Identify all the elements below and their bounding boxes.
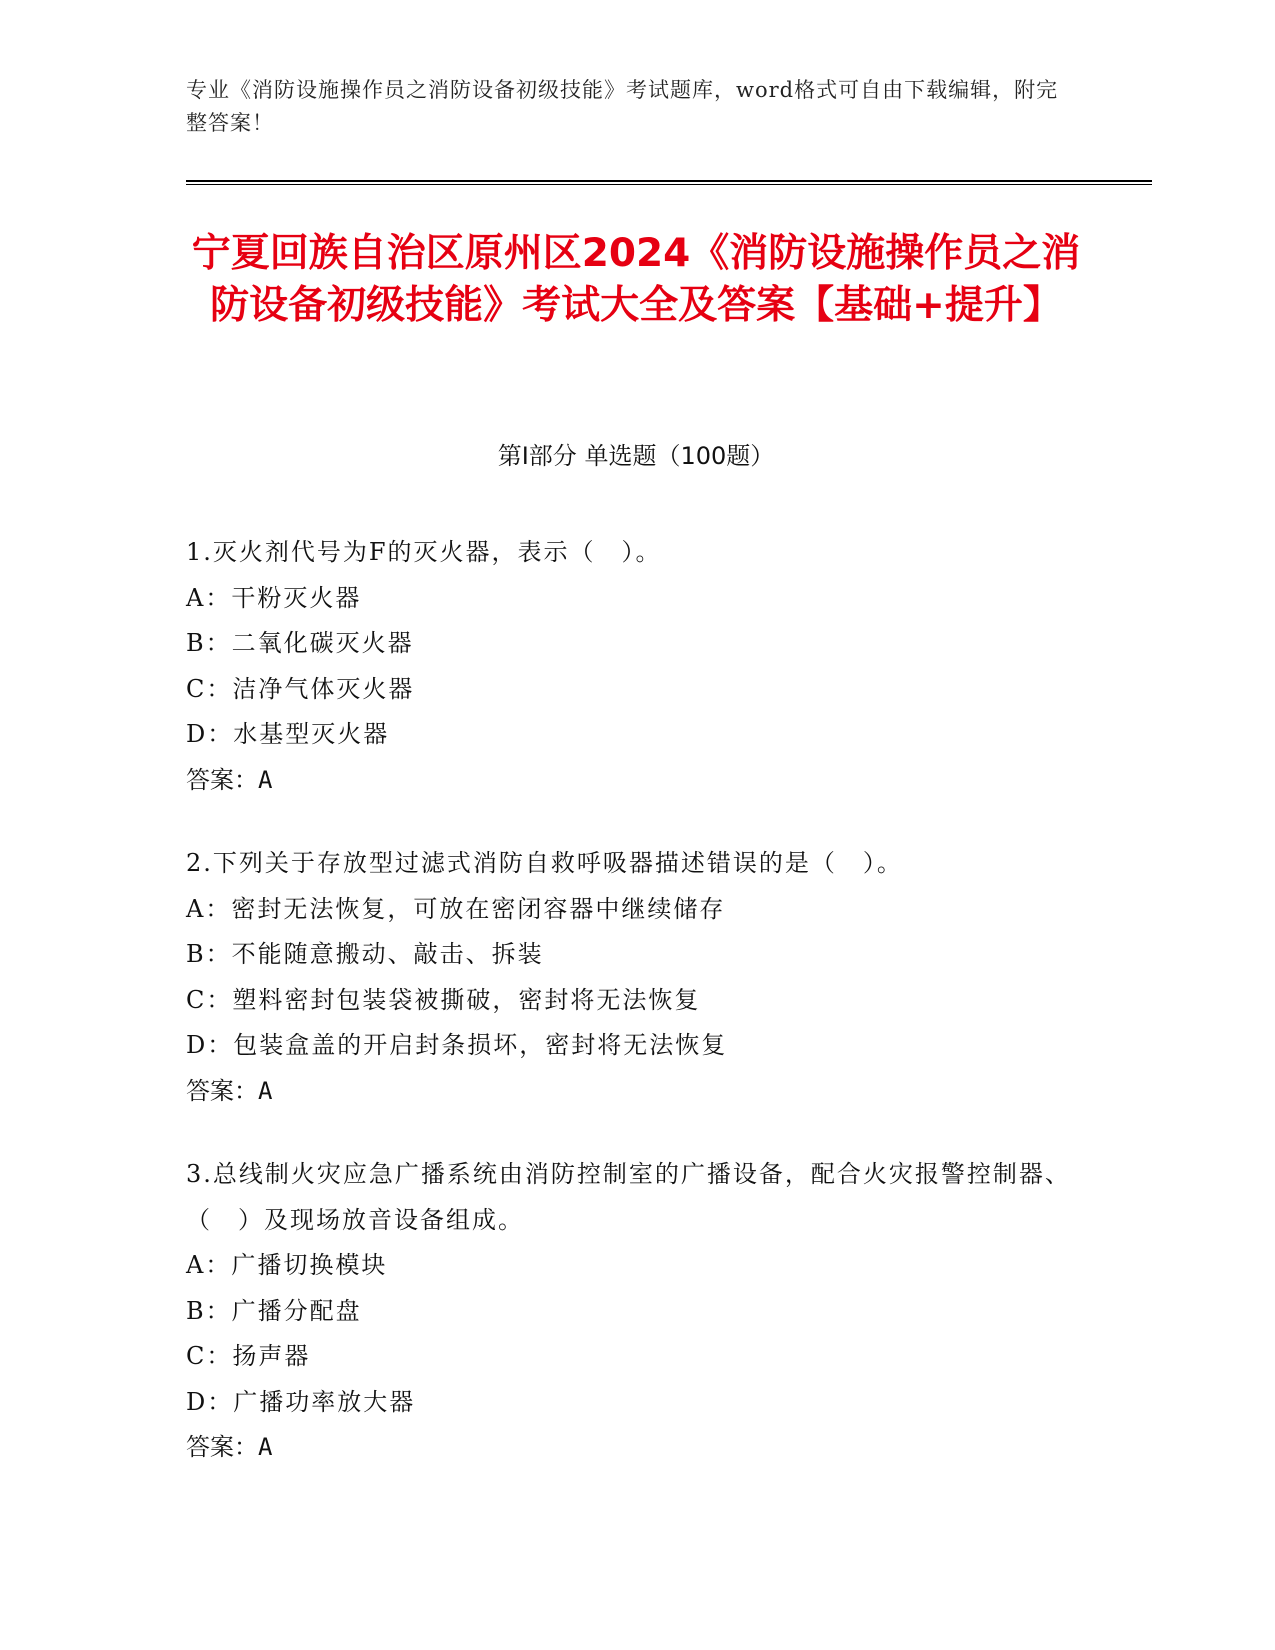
option-b: B：不能随意搬动、敲击、拆装 — [186, 940, 544, 968]
option-d: D：水基型灭火器 — [186, 720, 390, 748]
question-stem: 2.下列关于存放型过滤式消防自救呼吸器描述错误的是（ ）。 — [186, 849, 903, 877]
option-a: A：广播切换模块 — [186, 1251, 388, 1279]
header-divider-thin — [186, 184, 1152, 185]
option-b: B：广播分配盘 — [186, 1296, 362, 1325]
answer-value: A — [258, 765, 273, 794]
answer-value: A — [258, 1433, 273, 1461]
option-c: C：扬声器 — [186, 1342, 311, 1370]
header-divider — [186, 180, 1152, 182]
answer-label: 答案： — [186, 1076, 258, 1105]
option-b: B：二氧化碳灭火器 — [186, 629, 414, 657]
option-c: C：塑料密封包装袋被撕破，密封将无法恢复 — [186, 985, 701, 1014]
option-d: D：包装盒盖的开启封条损坏，密封将无法恢复 — [186, 1031, 728, 1059]
answer-label: 答案： — [186, 765, 258, 794]
question-1 — [186, 530, 1086, 803]
question-3 — [186, 1152, 1086, 1471]
answer-line — [186, 1425, 1086, 1471]
answer-value: A — [258, 1076, 273, 1105]
answer-label: 答案： — [186, 1433, 258, 1461]
question-2 — [186, 841, 1086, 1114]
question-stem: 3.总线制火灾应急广播系统由消防控制室的广播设备，配合火灾报警控制器、（ ）及现场放音设备组成。 — [186, 1160, 1071, 1234]
question-stem: 1.灭火剂代号为F的灭火器，表示（ ）。 — [186, 538, 662, 566]
option-a: A：密封无法恢复，可放在密闭容器中继续储存 — [186, 894, 726, 923]
answer-line — [186, 1069, 1086, 1115]
section-heading: 第Ⅰ部分 单选题（100题） — [497, 442, 775, 470]
option-d: D：广播功率放大器 — [186, 1387, 416, 1416]
document-title: 宁夏回族自治区原州区2024《消防设施操作员之消防设备初级技能》考试大全及答案【基础+提升】 — [191, 231, 1081, 328]
option-a: A：干粉灭火器 — [186, 583, 362, 612]
question-list — [186, 530, 1086, 1509]
answer-line — [186, 758, 1086, 804]
page-header-text: 专业《消防设施操作员之消防设备初级技能》考试题库，word格式可自由下载编辑，附完整答案！ — [186, 78, 1059, 135]
option-c: C：洁净气体灭火器 — [186, 674, 415, 703]
